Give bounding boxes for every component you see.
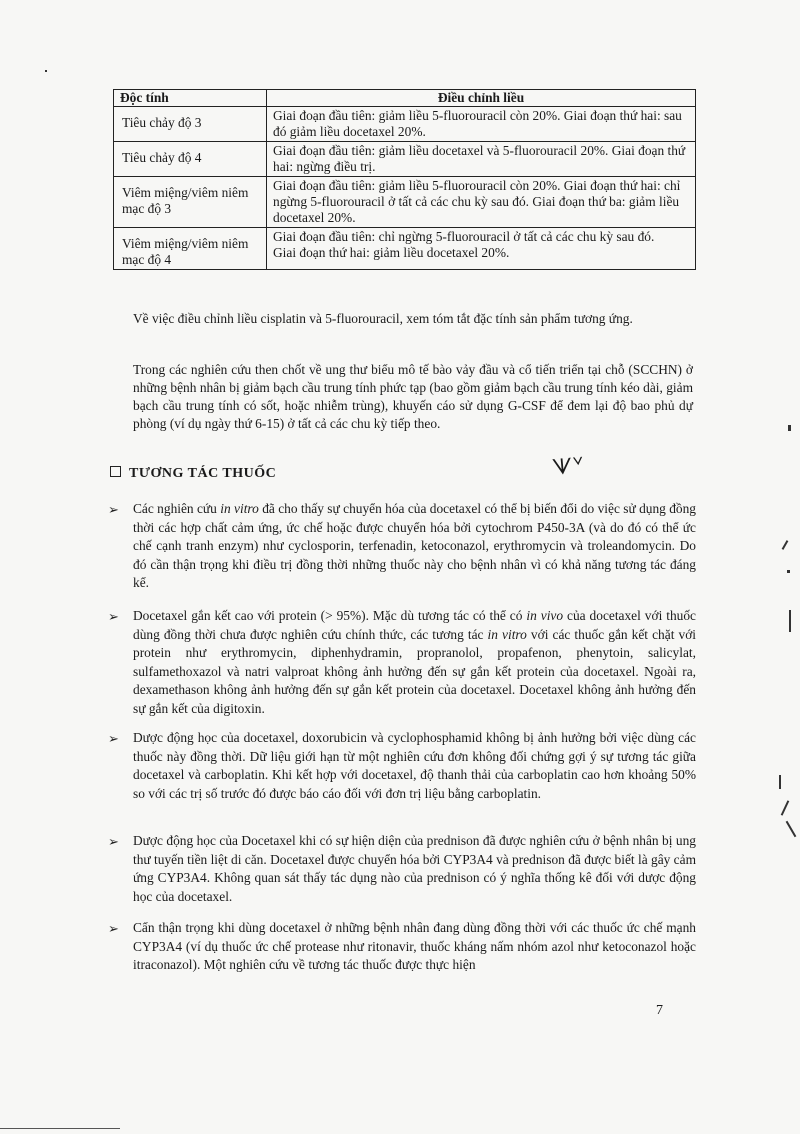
bullet-item-protein: Docetaxel gắn kết cao với protein (> 95%). Mặc dù tương tác có thể có in vivo của docetaxel với thuốc dùng đồng thời chưa được nghiên cứu chính thức, các tương tác in vitro với các thuốc gắn kết chặt với protein như erythromycin, diphenhydramin, propranolol, propafenon, phenytoin, salicylat, sulfamethoxazol và natri valproat không ảnh hưởng đến sự gắn kết protein của docetaxel. Ngoài ra, dexamethason không ảnh hưởng đến sự gắn kết protein của docetaxel. Docetaxel không ảnh hưởng đến sự gắn kết của digitoxin. <box>133 608 696 716</box>
handwritten-mark: ᗐᘁ <box>550 453 586 482</box>
bullet-item-cyp3a4-inhibitors: Cẩn thận trọng khi dùng docetaxel ở những bệnh nhân đang dùng đồng thời với các thuốc ức chế mạnh CYP3A4 (ví dụ thuốc ức chế protease như ritonavir, thuốc kháng nấm nhóm azol như ketoconazol hoặc itraconazol). Một nghiên cứu về tương tác thuốc được thực hiện <box>133 920 696 973</box>
adjustment-cell <box>267 228 696 270</box>
section-heading <box>110 466 276 482</box>
adjustment-cell: Giai đoạn đầu tiên: giảm liều docetaxel và 5-fluorouracil 20%. Giai đoạn thứ hai: ngừng điều trị. <box>267 142 696 177</box>
scan-artifact <box>789 610 791 632</box>
toxicity-cell: Tiêu chảy độ 4 <box>114 142 267 177</box>
adjustment-cell: Giai đoạn đầu tiên: giảm liều 5-fluorouracil còn 20%. Giai đoạn thứ hai: chỉ ngừng 5-fluorouracil ở tất cả các chu kỳ sau đó. Giai đoạn thứ ba: giảm liều docetaxel 20%. <box>267 177 696 228</box>
scan-artifact <box>787 570 790 573</box>
dose-adjustment-table <box>113 89 696 270</box>
toxicity-cell: Tiêu chảy độ 3 <box>114 107 267 142</box>
arrow-bullet-icon: ➢ <box>108 834 119 849</box>
arrow-bullet-icon: ➢ <box>108 921 119 936</box>
paragraph-dose-note: Về việc điều chỉnh liều cisplatin và 5-fluorouracil, xem tóm tắt đặc tính sản phẩm tương ứng. <box>133 311 633 326</box>
table-row <box>114 177 696 228</box>
section-heading-text: TƯƠNG TÁC THUỐC <box>129 466 277 481</box>
table-row <box>114 142 696 177</box>
paragraph-gcsf: Trong các nghiên cứu then chốt về ung thư biểu mô tế bào vảy đầu và cổ tiến triển tại chỗ (SCCHN) ở những bệnh nhân bị giảm bạch cầu trung tính phức tạp (bao gồm giảm bạch cầu trung tính kéo dài, giảm bạch cầu trung tính có sốt, hoặc nhiễm trùng), khuyến cáo sử dụng G-CSF để đem lại độ bao phủ dự phòng (ví dụ ngày thứ 6-15) ở tất cả các chu kỳ tiếp theo. <box>133 362 693 431</box>
scan-artifact <box>779 775 781 789</box>
bullet-item-cyp3a: Các nghiên cứu in vitro đã cho thấy sự chuyển hóa của docetaxel có thể bị biến đổi do việc sử dụng đồng thời các hợp chất cảm ứng, ức chế hoặc được chuyển hóa bởi cytochrom P450-3A (và do đó có thể ức chế cạnh tranh enzym) như cyclosporin, terfenadin, ketoconazol, erythromycin và troleandomycin. Do đó cần thận trọng khi điều trị đồng thời những thuốc này cho bệnh nhân vì có khả năng tương tác đáng kể. <box>133 501 696 591</box>
scan-artifact <box>786 821 797 838</box>
toxicity-cell: Viêm miệng/viêm niêm mạc độ 3 <box>114 177 267 228</box>
table-header-row <box>114 90 696 107</box>
arrow-bullet-icon: ➢ <box>108 731 119 746</box>
page-number: 7 <box>656 1003 663 1018</box>
adjustment-cell: Giai đoạn đầu tiên: giảm liều 5-fluorouracil còn 20%. Giai đoạn thứ hai: sau đó giảm liều docetaxel 20%. <box>267 107 696 142</box>
adjustment-line: Giai đoạn đầu tiên: chỉ ngừng 5-fluorouracil ở tất cả các chu kỳ sau đó. <box>273 229 655 244</box>
scan-artifact <box>788 425 791 431</box>
scan-artifact <box>781 800 790 815</box>
adjustment-line: Giai đoạn thứ hai: giảm liều docetaxel 20%. <box>273 245 510 260</box>
table-row <box>114 228 696 270</box>
bullet-item-carboplatin: Dược động học của docetaxel, doxorubicin và cyclophosphamid không bị ảnh hưởng bởi việc dùng các thuốc này đồng thời. Dữ liệu giới hạn từ một nghiên cứu đơn không đối chứng gợi ý sự tương tác giữa docetaxel và carboplatin. Khi kết hợp với docetaxel, độ thanh thải của carboplatin cao hơn khoảng 50% so với các trị số trước đó được báo cáo đối với đơn trị liệu bằng carboplatin. <box>133 730 696 801</box>
scan-artifact <box>782 540 789 550</box>
arrow-bullet-icon: ➢ <box>108 502 119 517</box>
table-header-toxicity: Độc tính <box>114 90 267 107</box>
table-row <box>114 107 696 142</box>
toxicity-cell: Viêm miệng/viêm niêm mạc độ 4 <box>114 228 267 270</box>
table-header-adjustment: Điều chỉnh liều <box>267 90 696 107</box>
checkbox-square-icon <box>110 466 121 477</box>
scan-artifact <box>45 70 47 72</box>
arrow-bullet-icon: ➢ <box>108 609 119 624</box>
bullet-item-prednison: Dược động học của Docetaxel khi có sự hiện diện của prednison đã được nghiên cứu ở bệnh nhân bị ung thư tuyến tiền liệt di căn. Docetaxel được chuyển hóa bởi CYP3A4 và prednison đã được biết là gây cảm ứng CYP3A4. Không quan sát thấy tác dụng nào của prednison có ý nghĩa thống kê đối với dược động học của docetaxel. <box>133 833 696 904</box>
scan-edge-line <box>0 1128 120 1129</box>
